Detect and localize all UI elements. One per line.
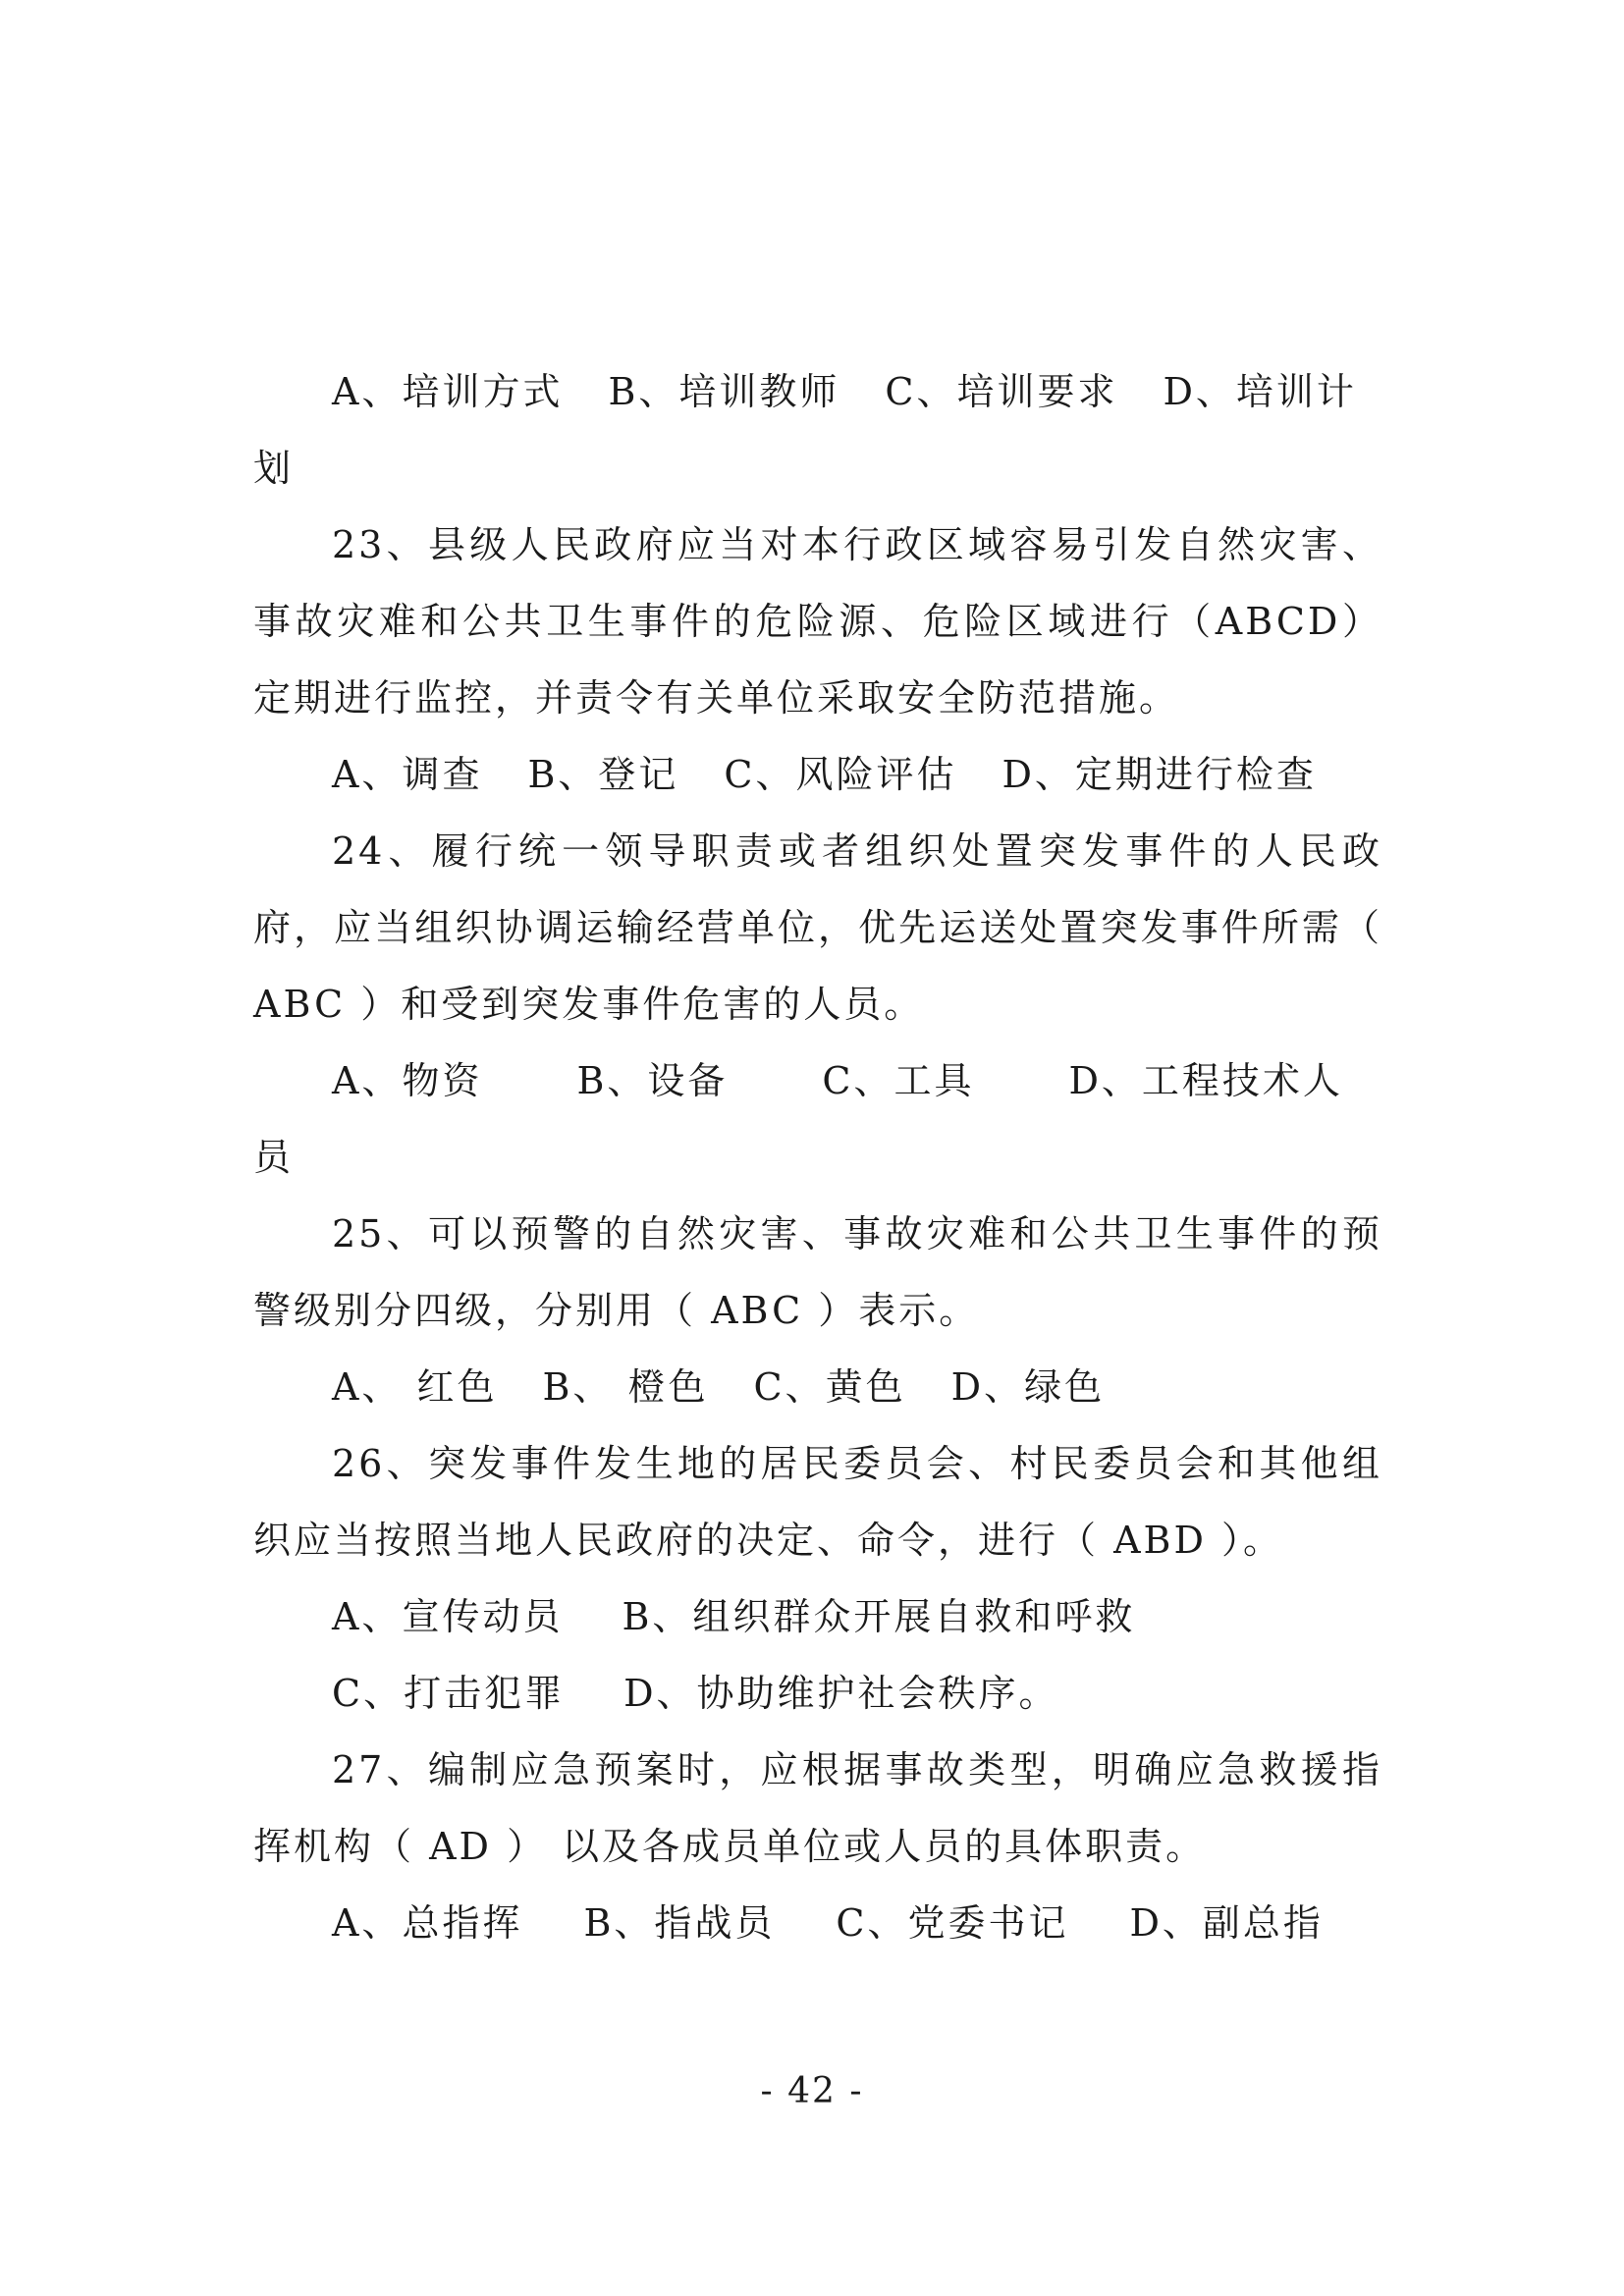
option-b: B、组织群众开展自救和呼救	[622, 1595, 1136, 1638]
q25-options	[253, 1349, 1382, 1425]
option-c: C、党委书记	[836, 1901, 1069, 1945]
option-d: D、副总指	[1129, 1901, 1324, 1945]
q22-options	[253, 353, 1382, 430]
option-d: D、工程技术人	[1068, 1059, 1343, 1102]
q24-option-wrap: 员	[253, 1136, 295, 1179]
option-d: D、定期进行检查	[1001, 753, 1317, 796]
option-c: C、风险评估	[724, 753, 957, 796]
option-a: A、总指挥	[332, 1901, 523, 1945]
q26-options-row1	[253, 1578, 1382, 1655]
option-b: B、设备	[576, 1059, 729, 1102]
q24-options	[253, 1042, 1382, 1119]
option-d: D、培训计	[1163, 370, 1357, 413]
option-c: C、打击犯罪	[332, 1672, 566, 1715]
q22-option-wrap: 划	[253, 447, 295, 490]
option-c: C、黄色	[753, 1365, 906, 1409]
q27-options	[253, 1885, 1382, 1961]
option-b: B、登记	[527, 753, 679, 796]
option-c: C、培训要求	[885, 370, 1118, 413]
q23-options	[253, 736, 1382, 813]
question-26: 26、突发事件发生地的居民委员会、村民委员会和其他组织应当按照当地人民政府的决定、命令，进行（ ABD ）。	[253, 1442, 1382, 1562]
option-b: B、 橙色	[542, 1365, 709, 1409]
option-d: D、绿色	[950, 1365, 1106, 1409]
question-25: 25、可以预警的自然灾害、事故灾难和公共卫生事件的预警级别分四级，分别用（ ABC ）表示。	[253, 1212, 1382, 1332]
option-d: D、协助维护社会秩序。	[623, 1672, 1059, 1715]
question-27: 27、编制应急预案时，应根据事故类型，明确应急救援指挥机构（ AD ） 以及各成员单位或人员的具体职责。	[253, 1748, 1382, 1868]
option-a: A、 红色	[332, 1365, 498, 1409]
option-a: A、物资	[332, 1059, 483, 1102]
option-b: B、培训教师	[608, 370, 840, 413]
page-number: - 42 -	[760, 2071, 864, 2111]
document-body	[253, 353, 1382, 1961]
option-a: A、培训方式	[332, 370, 564, 413]
q26-options-row2	[253, 1655, 1382, 1732]
option-a: A、宣传动员	[332, 1595, 564, 1638]
question-23: 23、县级人民政府应当对本行政区域容易引发自然灾害、事故灾难和公共卫生事件的危险源、危险区域进行（ABCD）定期进行监控，并责令有关单位采取安全防范措施。	[253, 523, 1382, 720]
option-c: C、工具	[822, 1059, 975, 1102]
option-a: A、调查	[332, 753, 483, 796]
option-b: B、指战员	[583, 1901, 776, 1945]
question-24: 24、履行统一领导职责或者组织处置突发事件的人民政府，应当组织协调运输经营单位，优先运送处置突发事件所需（ ABC ）和受到突发事件危害的人员。	[253, 829, 1382, 1026]
